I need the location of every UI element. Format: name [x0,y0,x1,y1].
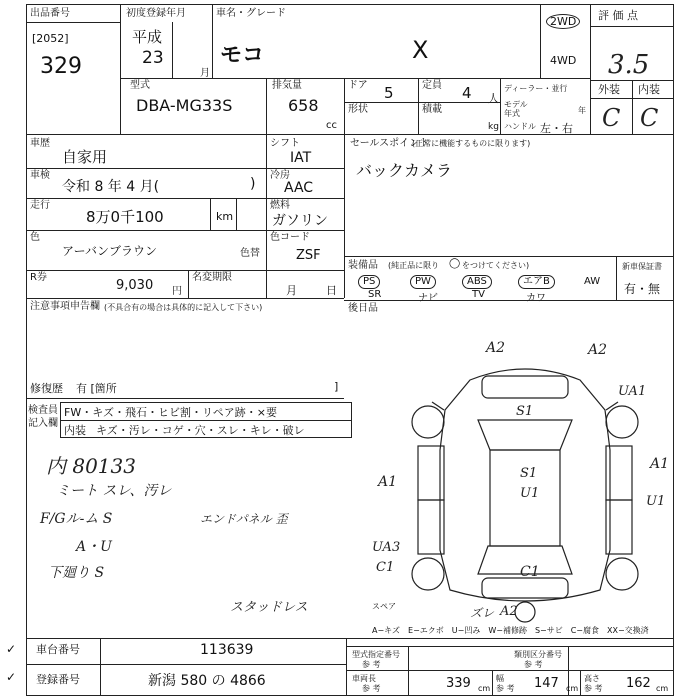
inspection-label: 車検 [30,170,50,181]
first-reg-year: 23 [142,48,164,68]
car-name: モコ [220,43,265,68]
damage-legend: A−キズ E−エクボ U−凹み W−補修跡 S−サビ C−腐食 XX−交換済 [372,626,649,635]
inspection-close: ) [250,176,256,192]
divider [344,102,500,103]
length: 339 [446,676,471,691]
model-year-label: モデル年式 [504,100,528,118]
ac-label: 冷房 [270,170,290,181]
divider [26,270,344,271]
divider [210,198,211,230]
handle: 左・右 [540,122,573,135]
divider [346,646,674,647]
mark-a1-left: A1 [378,474,398,490]
drive-2wd-circled: 2WD [546,14,580,29]
lot-number: 329 [40,54,82,79]
divider [344,300,674,301]
note-seat: ミート スレ、汚レ [56,483,172,499]
mileage-label: 走行 [30,200,50,211]
fuel: ガソリン [272,213,328,229]
mark-ua3: UA3 [372,540,401,555]
recycle-amount: 9,030 [116,278,154,293]
mark-s1-hood: S1 [516,404,534,419]
divider [590,98,674,99]
divider [26,134,674,135]
length-unit: cm [478,684,491,693]
reg-label: 登録番号 [36,673,80,686]
divider [120,4,121,134]
equip-pw: PW [410,275,436,289]
divider [172,22,173,78]
mark-c1-left: C1 [376,560,395,575]
mark-s1-roof: S1 [520,466,538,481]
divider [60,420,352,421]
model-label: 型式 [130,80,150,91]
score: 3.5 [608,50,650,80]
yen-unit: 円 [172,286,182,297]
chassis-label: 車台番号 [36,643,80,656]
score-label: 評 価 点 [598,9,638,22]
mileage: 8万0千100 [86,208,164,226]
kg-unit: kg [488,122,499,132]
color-code-label: 色コード [270,232,310,243]
divider [26,230,344,231]
lot-code: [2052] [32,32,69,45]
color-change-label: 色替 [240,248,260,259]
divider [408,646,409,696]
first-reg-label: 初度登録年月 [126,8,186,19]
equip-ps: PS [358,275,380,289]
shape-label: 形状 [348,104,368,115]
repair-value: 有 [箇所 [76,382,117,395]
model: DBA-MG33S [136,96,233,115]
inspector-row2-label: 内装 [64,424,86,437]
capacity: 4 [462,84,472,102]
inspector-row2: キズ・汚レ・コゲ・穴・スレ・キレ・破レ [96,424,305,437]
divider [212,4,213,78]
divider [500,78,501,134]
notes-label: 注意事項申告欄 [30,301,100,312]
equip-navi: ナビ [418,293,438,304]
doors: 5 [384,84,394,102]
selling-label: セールスポイント [350,138,430,149]
height-ref: 参 考 [584,684,603,693]
divider [632,80,633,134]
shift-label: シフト [270,138,300,149]
selling-hint: (正常に機能するものに限ります) [412,139,531,148]
mark-c1-rear: C1 [520,564,540,580]
mark-ua1: UA1 [618,384,647,399]
equipment-hint2: をつけてください) [462,261,530,270]
repair-close: ] [334,380,339,393]
km-unit: km [216,210,234,223]
grade: X [412,36,429,64]
divider [188,270,189,298]
guarantee-label: 新車保証書 [622,262,662,271]
divider [540,4,541,78]
color: アーバンブラウン [62,244,158,258]
divider [266,78,267,134]
history-label: 車歴 [30,138,50,149]
door-label: ドア [348,80,368,91]
equip-sr: SR [368,289,382,300]
width: 147 [534,676,559,691]
divider [26,638,674,639]
rear-items-label: 後日品 [348,303,378,314]
divider [344,78,345,134]
dealer-label: ディーラー・並行 [504,84,568,93]
notes-hint: (不具合有の場合は具体的に記入して下さい) [104,303,263,312]
divider [344,256,674,257]
divider [346,670,674,671]
length-ref: 参 考 [362,684,381,693]
length-label: 車両長 [352,674,376,683]
cc-unit: cc [326,120,337,131]
check-mark: ✓ [6,642,17,656]
name-grade-label: 車名・グレード [216,8,286,19]
divider [26,398,344,399]
shift: IAT [290,150,312,166]
note-floor: F/Gル-ム S [40,511,113,527]
note-interior-code: 内 80133 [46,454,136,478]
month-unit: 月 [200,68,210,79]
mark-u1-right: U1 [646,494,666,509]
model-code-ref: 参 考 [362,660,381,669]
inspector-label: 検査員 [28,405,58,416]
height-unit: cm [656,684,669,693]
equip-abs: ABS [462,275,492,289]
selling-point: バックカメラ [356,161,453,180]
equipment-label: 装備品 [348,260,378,271]
divider [616,256,617,300]
name-change-label: 名変期限 [192,272,232,283]
inspection: 令和 8 年 4 月( [62,179,160,195]
year-unit: 年 [578,106,586,115]
inspector-label-2: 記入欄 [28,418,58,429]
height: 162 [626,676,651,691]
exterior-grade: C [602,104,621,132]
model-code-label: 型式指定番号 [352,650,400,659]
mark-a2-front-left: A2 [486,340,506,356]
history: 自家用 [62,148,108,166]
month-label: 月 [286,284,297,297]
exterior-label: 外装 [598,83,620,96]
chassis-number: 113639 [200,642,254,658]
divider [344,134,345,298]
person-unit: 人 [488,92,499,105]
color-code: ZSF [296,248,321,263]
divider [418,78,419,134]
divider [492,670,493,696]
spare-label: スペア [372,602,396,611]
mark-a2-front-right: A2 [588,342,608,358]
mark-a2-rear: A2 [500,604,518,619]
era: 平成 [132,28,163,46]
recycle-label: R券 [30,272,47,283]
type-code-label: 類別区分番号 [514,650,562,659]
equipment-hint: (純正品に限り [388,261,440,270]
capacity-label: 定員 [422,80,442,91]
divider [26,168,344,169]
note-studless: スタッドレス [230,600,308,615]
divider [26,198,344,199]
width-ref: 参 考 [496,684,515,693]
drive-4wd: 4WD [550,54,577,67]
mark-u1-roof: U1 [520,486,540,501]
note-au: A・U [76,539,112,555]
displacement: 658 [288,96,319,115]
equipment-hint-circle: ◯ [449,258,461,269]
handle-label: ハンドル [504,122,536,131]
equip-tv: TV [472,289,485,300]
divider [26,298,344,299]
divider [26,664,346,665]
mark-zure: ズレ [470,606,495,620]
equip-leather: カワ [526,293,546,304]
fuel-label: 燃料 [270,200,290,211]
load-label: 積載 [422,104,442,115]
color-label: 色 [30,232,40,243]
ac: AAC [284,180,314,196]
equip-aw: AW [584,276,601,287]
divider [590,4,591,134]
day-label: 日 [326,284,337,297]
repair-label: 修復歴 [30,382,63,395]
divider [26,22,120,23]
width-label: 幅 [496,674,504,683]
divider [266,134,267,298]
divider [580,670,581,696]
inspector-row1: FW・キズ・飛石・ヒビ割・リペア跡・×要 [64,406,277,419]
reg-number: 新潟 580 の 4866 [148,673,266,689]
divider [590,26,674,27]
divider [100,638,101,696]
note-end-panel: エンドパネル 歪 [200,512,288,526]
equip-airbag: エアB [518,275,555,289]
interior-grade: C [640,104,659,132]
width-unit: cm [566,684,579,693]
guarantee: 有・無 [624,282,661,296]
mark-a1-right: A1 [650,456,670,472]
divider [120,78,590,79]
height-label: 高さ [584,674,600,683]
divider [236,198,237,230]
lot-label: 出品番号 [30,8,70,19]
type-code-ref: 参 考 [524,660,543,669]
displacement-label: 排気量 [272,80,302,91]
note-underbody: 下廻り S [48,565,105,581]
check-mark-2: ✓ [6,670,17,684]
interior-label: 内装 [638,83,660,96]
